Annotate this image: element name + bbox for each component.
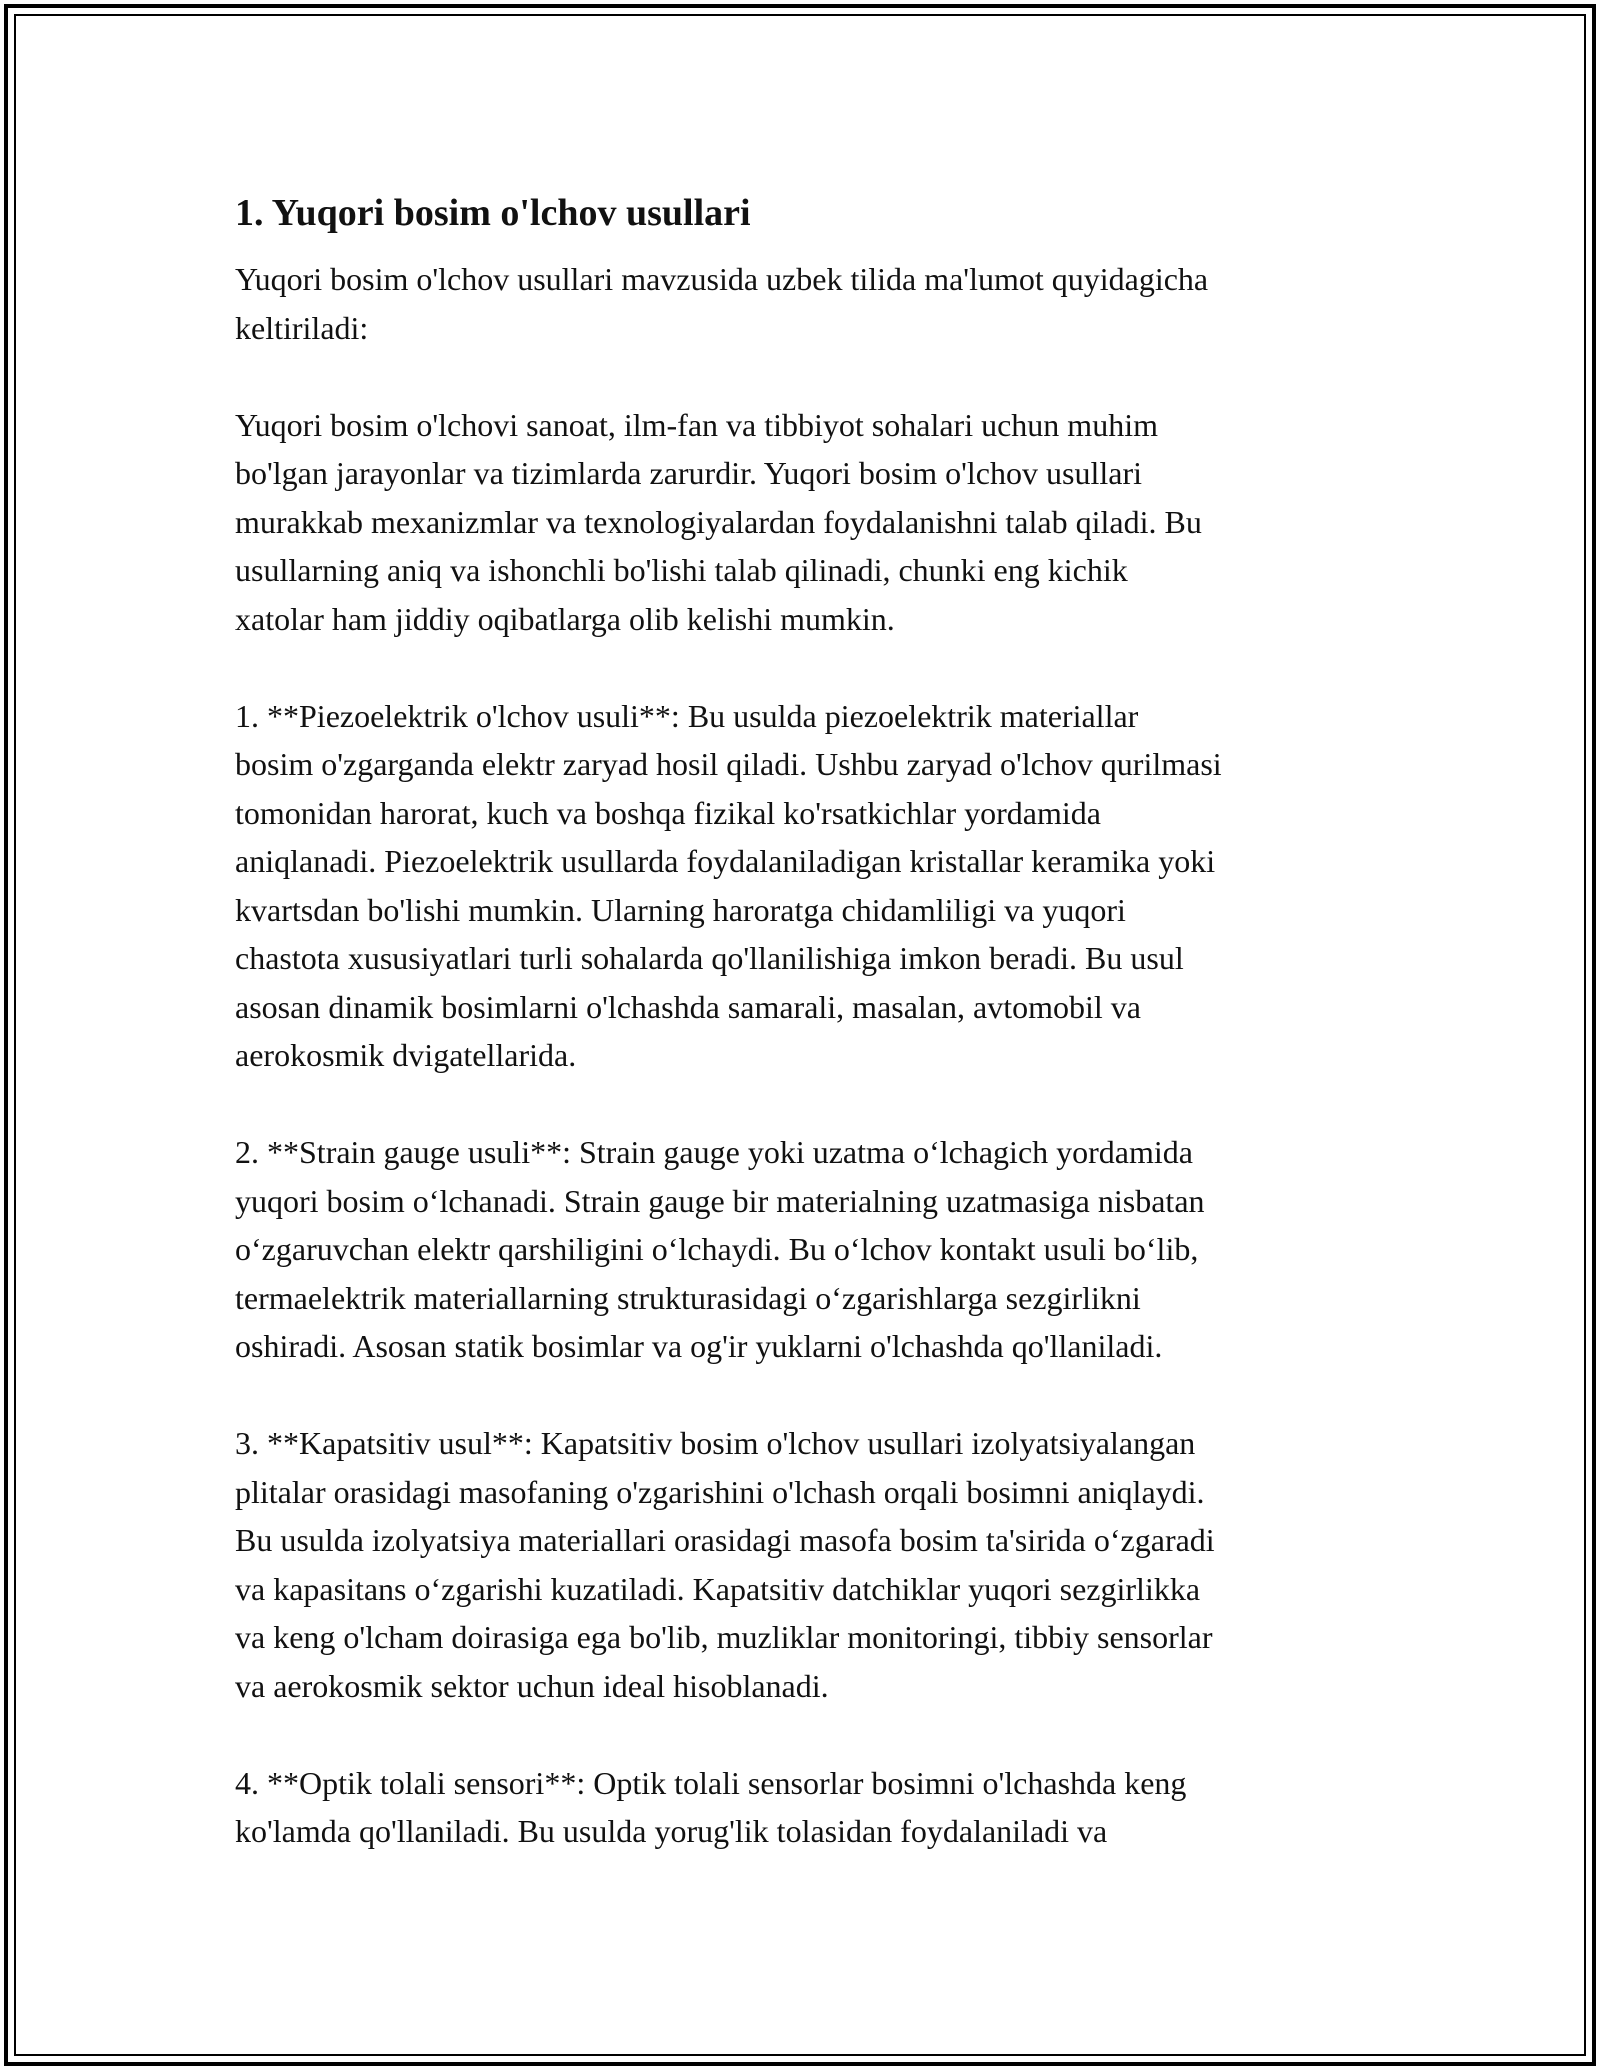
text-line: bosim o'zgarganda elektr zaryad hosil qiladi. Ushbu zaryad o'lchov qurilmasi: [235, 746, 1222, 782]
text-line: kvartsdan bo'lishi mumkin. Ularning haroratga chidamliligi va yuqori: [235, 891, 1126, 928]
text-line: va kapasitans o‘zgarishi kuzatiladi. Kapatsitiv datchiklar yuqori sezgirlikka: [235, 1570, 1201, 1607]
paragraph-piezoelectric: [235, 692, 1375, 1080]
text-line: aniqlanadi. Piezoelektrik usullarda foydalaniladigan kristallar keramika yoki: [235, 843, 1216, 879]
text-line: va keng o'lcham doirasiga ega bo'lib, muzliklar monitoringi, tibbiy sensorlar: [235, 1619, 1213, 1655]
text-line: o‘zgaruvchan elektr qarshiligini o‘lchaydi. Bu o‘lchov kontakt usuli bo‘lib,: [235, 1231, 1199, 1267]
text-line: bo'lgan jarayonlar va tizimlarda zarurdir. Yuqori bosim o'lchov usullari: [235, 455, 1142, 491]
paragraph-strain-gauge: [235, 1128, 1375, 1371]
text-line: aerokosmik dvigatellarida.: [235, 1037, 577, 1073]
text-line: 4. **Optik tolali sensori**: Optik tolali sensorlar bosimni o'lchashda keng: [235, 1764, 1187, 1801]
paragraph-capacitive: [235, 1419, 1375, 1710]
paragraph-intro: [235, 255, 1375, 352]
text-line: plitalar orasidagi masofaning o'zgarishini o'lchash orqali bosimni aniqlaydi.: [235, 1473, 1205, 1510]
text-line: 3. **Kapatsitiv usul**: Kapatsitiv bosim o'lchov usullari izolyatsiyalangan: [235, 1425, 1196, 1461]
text-line: usullarning aniq va ishonchli bo'lishi talab qilinadi, chunki eng kichik: [235, 552, 1128, 588]
text-line: oshiradi. Asosan statik bosimlar va og'ir yuklarni o'lchashda qo'llaniladi.: [235, 1328, 1163, 1364]
text-line: termaelektrik materiallarning strukturasidagi o‘zgarishlarga sezgirlikni: [235, 1279, 1141, 1316]
text-line: Yuqori bosim o'lchov usullari mavzusida uzbek tilida ma'lumot quyidagicha: [235, 261, 1209, 297]
text-line: va aerokosmik sektor uchun ideal hisoblanadi.: [235, 1667, 829, 1704]
text-line: Bu usulda izolyatsiya materiallari orasidagi masofa bosim ta'sirida o‘zgaradi: [235, 1522, 1215, 1558]
document-body: [235, 185, 1375, 1904]
text-line: Yuqori bosim o'lchovi sanoat, ilm-fan va tibbiyot sohalari uchun muhim: [235, 406, 1158, 443]
text-line: ko'lamda qo'llaniladi. Bu usulda yorug'lik tolasidan foydalaniladi va: [235, 1813, 1108, 1849]
text-line: chastota xususiyatlari turli sohalarda qo'llanilishiga imkon beradi. Bu usul: [235, 940, 1184, 976]
paragraph-optical-fiber: [235, 1759, 1375, 1856]
text-line: asosan dinamik bosimlarni o'lchashda samarali, masalan, avtomobil va: [235, 988, 1141, 1025]
text-line: yuqori bosim o‘lchanadi. Strain gauge bir materialning uzatmasiga nisbatan: [235, 1182, 1205, 1219]
text-line: 2. **Strain gauge usuli**: Strain gauge yoki uzatma o‘lchagich yordamida: [235, 1134, 1193, 1170]
text-line: xatolar ham jiddiy oqibatlarga olib kelishi mumkin.: [235, 600, 895, 637]
paragraph-overview: [235, 401, 1375, 644]
text-line: 1. **Piezoelektrik o'lchov usuli**: Bu usulda piezoelektrik materiallar: [235, 697, 1139, 734]
text-line: tomonidan harorat, kuch va boshqa fizikal ko'rsatkichlar yordamida: [235, 794, 1101, 831]
text-line: murakkab mexanizmlar va texnologiyalardan foydalanishni talab qiladi. Bu: [235, 503, 1202, 540]
document-title: 1. Yuqori bosim o'lchov usullari: [235, 192, 751, 234]
text-line: keltiriladi:: [235, 309, 369, 346]
